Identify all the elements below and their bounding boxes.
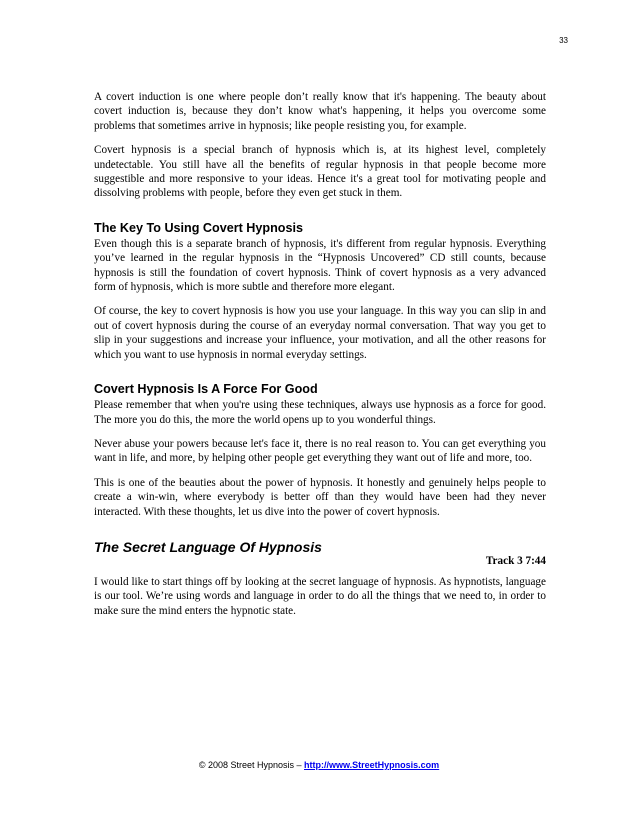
section3-paragraph-1: I would like to start things off by looking at the secret language of hypnosis. As hypnotists, language is our tool. We’re using words and language in order to do all the things that we need to, in order to make sure the mind enters the hypnotic state.	[94, 575, 546, 617]
section1-paragraph-2: Of course, the key to covert hypnosis is how you use your language. In this way you can slip in and out of covert hypnosis during the course of an everyday normal conversation. That way you get to slip in your suggestions and increase your influence, your motivation, and all the other reasons for which you want to use hypnosis in normal everyday settings.	[94, 305, 546, 361]
section2-paragraph-3: This is one of the beauties about the power of hypnosis. It honestly and genuinely helps people to create a win-win, where everybody is better off than they would have been had they never interacted. With these thoughts, let us dive into the power of covert hypnosis.	[94, 476, 546, 518]
page-footer	[0, 760, 638, 770]
footer-copyright: © 2008 Street Hypnosis –	[198, 760, 304, 770]
section-heading-secret-language: The Secret Language Of Hypnosis	[94, 538, 322, 555]
intro-paragraph-2: Covert hypnosis is a special branch of hypnosis which is, at its highest level, completely undetectable. You still have all the benefits of regular hypnosis in that people become more suggestible and more responsive to your ideas. Hence it's a great tool for motivating people and dissolving problems with people, before they even get stuck in them.	[94, 144, 546, 200]
track-label: Track 3 7:44	[485, 554, 546, 567]
section2-paragraph-1: Please remember that when you're using these techniques, always use hypnosis as a force for good. The more you do this, the more the world opens up to you wonderful things.	[94, 399, 546, 426]
section1-paragraph-1: Even though this is a separate branch of hypnosis, it's different from regular hypnosis. Everything you’ve learned in the regular hypnosis in the “Hypnosis Uncovered” CD still counts, because hypnosis is still the foundation of covert hypnosis. Think of covert hypnosis as a very advanced form of hypnosis, which is more subtle and therefore more elegant.	[94, 237, 546, 294]
section-heading-force-for-good: Covert Hypnosis Is A Force For Good	[94, 382, 318, 397]
intro-paragraph-1: A covert induction is one where people don’t really know that it's happening. The beauty about covert induction is, because they don’t know what's happening, it helps you overcome some problems that sometimes arrive in hypnosis; like people resisting you, for example.	[94, 91, 546, 132]
section-heading-key-to-covert-hypnosis: The Key To Using Covert Hypnosis	[94, 220, 303, 235]
page-content	[94, 90, 546, 628]
page-number: 33	[559, 36, 568, 45]
footer-website-link[interactable]: http://www.StreetHypnosis.com	[304, 760, 440, 770]
section2-paragraph-2: Never abuse your powers because let's face it, there is no real reason to. You can get everything you want in life, and more, by helping other people get everything they want out of life and more, too.	[94, 437, 546, 465]
